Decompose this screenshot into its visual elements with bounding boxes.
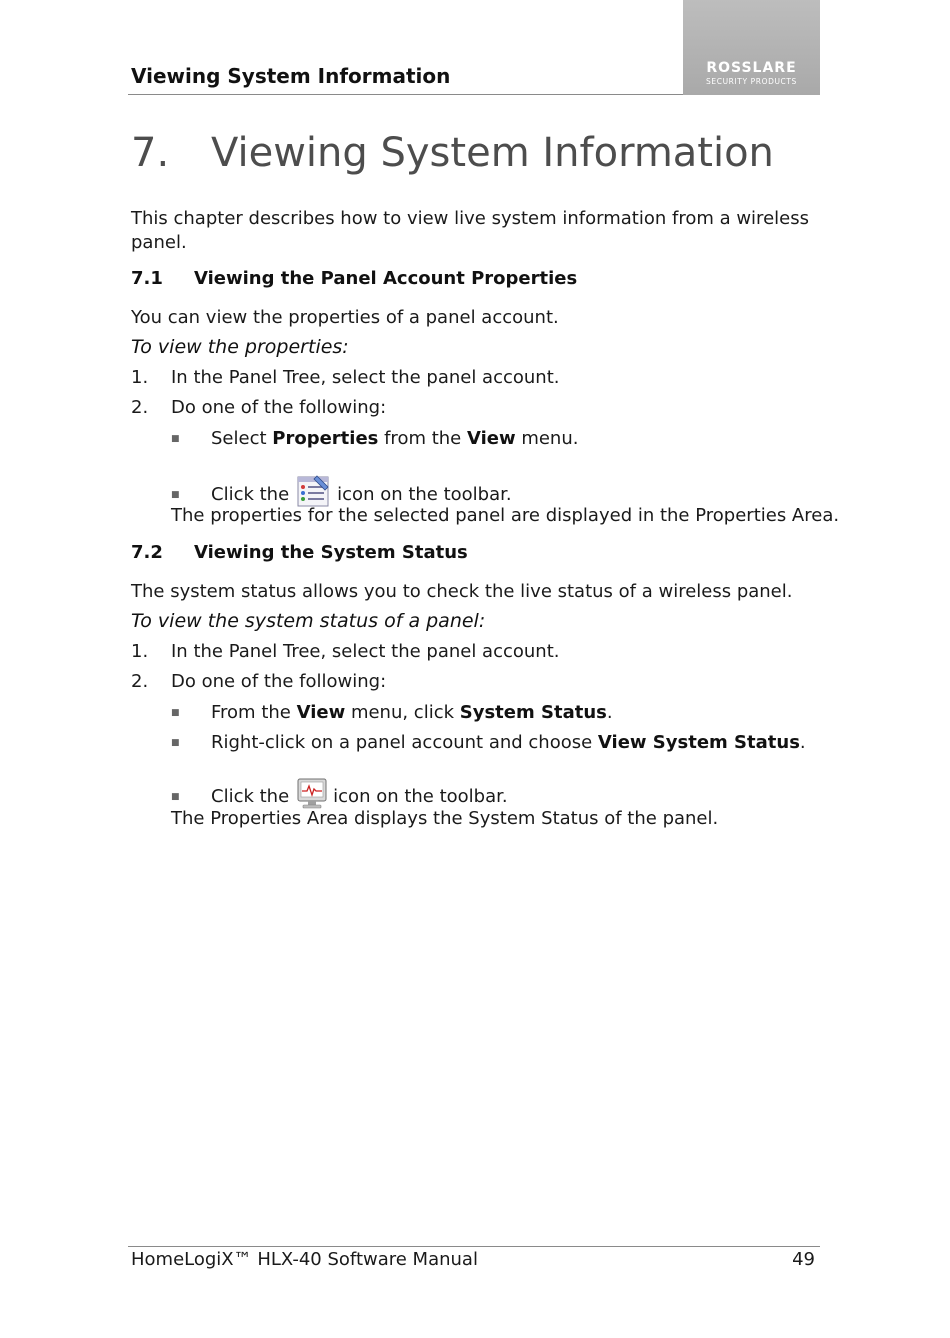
chapter-number: 7.: [131, 130, 170, 176]
chapter-title-text: Viewing System Information: [211, 130, 774, 176]
step-text: Do one of the following:: [171, 671, 387, 692]
bullet-item: ■ Click the icon on the toolbar.: [171, 778, 508, 815]
bullet-item: ■ Click the icon on the toolbar.: [171, 474, 512, 513]
step-number: 2.: [131, 671, 149, 692]
list-item-step-2: [131, 671, 386, 692]
bullet-square-icon: ■: [171, 792, 180, 802]
ui-term: System Status: [459, 702, 607, 723]
running-header-title: Viewing System Information: [131, 64, 451, 88]
ui-term: View: [296, 702, 346, 723]
bullet-square-icon: ■: [171, 708, 180, 718]
section-heading-7-1: [131, 268, 577, 289]
list-item-step-2: [131, 397, 386, 418]
step-number: 1.: [131, 641, 149, 662]
ui-term: Properties: [272, 428, 379, 449]
bullet-square-icon: ■: [171, 738, 180, 748]
bullet-square-icon: ■: [171, 490, 180, 500]
section-number: 7.2: [131, 542, 163, 563]
chapter-intro: This chapter describes how to view live system information from a wireless panel.: [131, 208, 809, 253]
section-title: Viewing the Panel Account Properties: [194, 268, 578, 289]
step-text: In the Panel Tree, select the panel account.: [171, 367, 560, 388]
step-text: In the Panel Tree, select the panel account.: [171, 641, 560, 662]
bullet-item: ■ Select Properties from the View menu.: [171, 428, 579, 449]
procedure-heading: To view the system status of a panel:: [131, 610, 486, 632]
logo-wordmark: ROSSLARE: [706, 60, 797, 76]
section-number: 7.1: [131, 268, 163, 289]
ui-term: View: [466, 428, 516, 449]
bullet-item: ■ From the View menu, click System Status.: [171, 702, 613, 723]
procedure-heading: To view the properties:: [131, 336, 349, 358]
step-number: 1.: [131, 367, 149, 388]
section-heading-7-2: [131, 542, 468, 563]
list-item-step-1: [131, 641, 560, 662]
section1-intro: You can view the properties of a panel account.: [131, 307, 559, 328]
logo-tagline: SECURITY PRODUCTS: [706, 77, 797, 86]
section2-intro: The system status allows you to check the live status of a wireless panel.: [131, 581, 793, 602]
bullet-square-icon: ■: [171, 434, 180, 444]
chapter-title: [131, 130, 774, 176]
page-number: 49: [792, 1249, 815, 1270]
ui-term: View System Status: [597, 732, 800, 753]
bullet-item: ■ Right-click on a panel account and choose View System Status.: [171, 732, 806, 753]
section-title: Viewing the System Status: [194, 542, 468, 563]
section1-result: The properties for the selected panel are displayed in the Properties Area.: [171, 505, 840, 526]
step-text: Do one of the following:: [171, 397, 387, 418]
footer-divider: [128, 1246, 820, 1247]
rosslare-logo: [683, 0, 820, 95]
footer-manual-title: HomeLogiX™ HLX-40 Software Manual: [131, 1249, 478, 1270]
section2-result: The Properties Area displays the System Status of the panel.: [171, 808, 719, 829]
step-number: 2.: [131, 397, 149, 418]
list-item-step-1: [131, 367, 560, 388]
